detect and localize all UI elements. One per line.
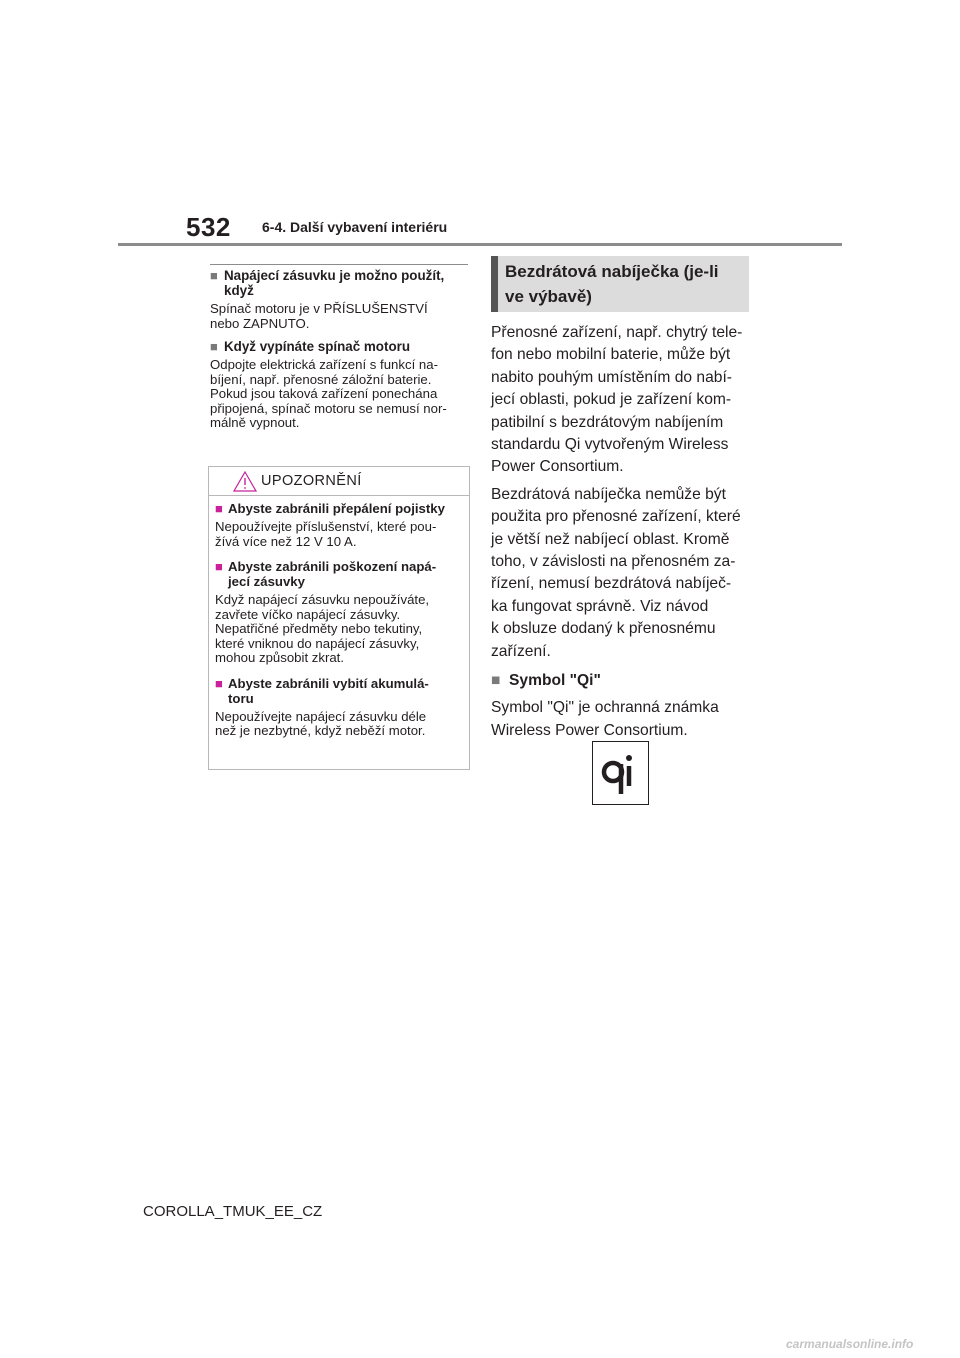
caution-label: UPOZORNĚNÍ [261,473,362,489]
paragraph-limitations: Bezdrátová nabíječka nemůže být použita pro přenosné zařízení, které je větší než nabíjecí oblast. Kromě toho, v závislosti na přenosném za- řízení, nemusí bezdrátová nabíječ- ka fungovat správně. Viz návod k obsluze dodaný k přenosnému zařízení. [491,485,741,660]
subheading-socket-usable: ■ Napájecí zásuvku je možno použít, když [210,268,445,298]
square-bullet-icon: ■ [215,559,223,574]
left-column [210,264,472,431]
caution-header [209,467,469,496]
square-bullet-icon: ■ [215,675,223,691]
square-bullet-icon: ■ [491,672,501,690]
page-number: 532 [186,212,231,242]
section-title: 6-4. Další vybavení interiéru [262,219,448,235]
warning-triangle-icon [233,471,257,497]
body-text: Odpojte elektrická zařízení s funkcí na- bíjení, např. přenosné záložní baterie. Pokud jsou taková zařízení ponechána připojená, spínač motoru se nemusí nor- málně vypnout. [210,357,447,430]
subheading-qi-symbol: ■ Symbol "Qi" [491,670,753,692]
caution-item-text: Nepoužívejte příslušenství, které pou- žívá více než 12 V 10 A. [215,519,437,549]
square-bullet-icon: ■ [215,501,223,516]
caution-item-text: Nepoužívejte napájecí zásuvku déle než je nezbytné, když neběží motor. [215,708,427,738]
heading-accent-bar [491,256,498,312]
watermark: carmanualsonline.info [786,1337,914,1351]
paragraph-qi-trademark: Symbol "Qi" je ochranná známka Wireless Power Consortium. [491,699,719,739]
right-column [491,322,753,742]
caution-item-title: ■ Abyste zabránili přepálení pojistky [215,501,445,516]
caution-item-text: Když napájecí zásuvku nepoužíváte, zavřete víčko napájecí zásuvky. Nepatřičné předměty nebo tekutiny, které vniknou do napájecí zásuvky, mohou způsobit zkrat. [215,592,430,665]
caution-item-title: ■ Abyste zabránili poškození napá- jecí zásuvky [215,559,437,589]
caution-box [208,466,470,770]
square-bullet-icon: ■ [210,268,218,283]
document-code: COROLLA_TMUK_EE_CZ [143,1203,323,1220]
caution-item-title: ■ Abyste zabránili vybití akumulá- toru [215,675,429,706]
square-bullet-icon: ■ [210,339,218,354]
wireless-charger-heading: Bezdrátová nabíječka (je-li ve výbavě) [491,256,749,312]
body-text: Spínač motoru je v PŘÍSLUŠENSTVÍ nebo ZAPNUTO. [210,301,428,331]
header-divider [118,243,842,246]
qi-logo-icon [592,741,649,805]
subheading-engine-off: ■ Když vypínáte spínač motoru [210,339,411,354]
paragraph-intro: Přenosné zařízení, např. chytrý tele- fon nebo mobilní baterie, může být nabito pouhým umístěním do nabí- jecí oblasti, pokud je zařízení kom- patibilní s bezdrátovým nabíjením standardu Qi vytvořeným Wireless Power Consortium. [491,324,743,476]
